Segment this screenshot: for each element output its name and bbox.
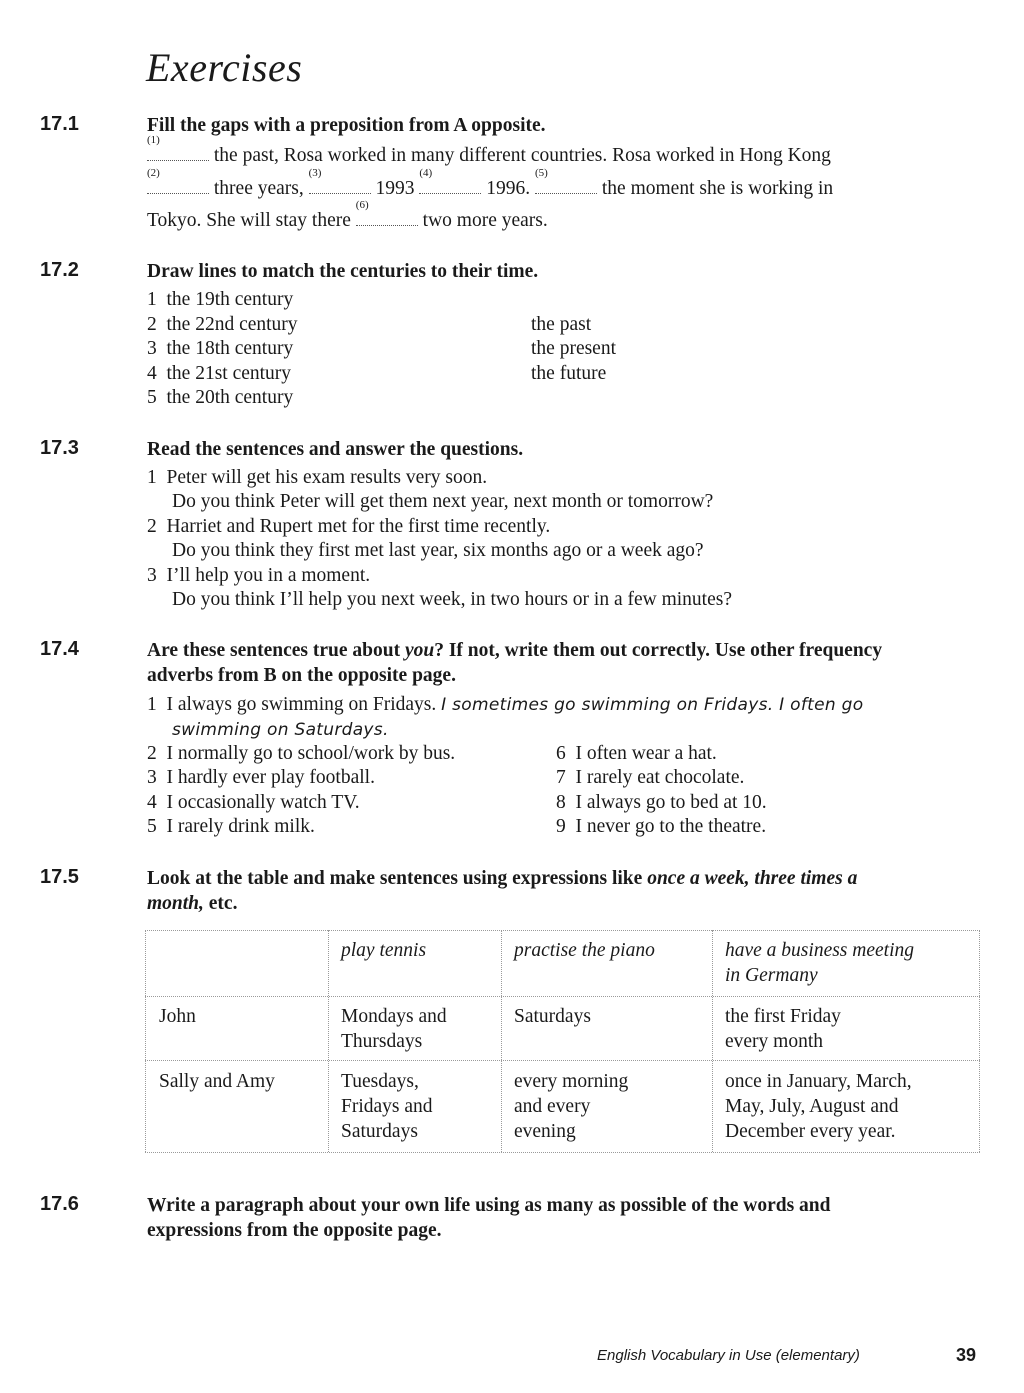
exercise-instruction: Are these sentences true about you? If not, write them out correctly. Use other frequency adverbs from B on the opposite page. xyxy=(147,640,883,686)
table-cell: Saturdays xyxy=(514,1006,591,1027)
question-text: Do you think I’ll help you next week, in two hours or in a few minutes? xyxy=(172,589,732,610)
book-title-footer: English Vocabulary in Use (elementary) xyxy=(597,1347,860,1364)
handwritten-answer: I sometimes go swimming on Fridays. I often go xyxy=(441,695,864,715)
exercise-instruction: Read the sentences and answer the questions. xyxy=(147,439,524,460)
list-item: 1 I always go swimming on Fridays. I sometimes go swimming on Fridays. I often go xyxy=(147,694,864,715)
list-item: 7 I rarely eat chocolate. xyxy=(556,767,745,788)
gap-2[interactable]: (2) xyxy=(147,179,209,194)
table-cell: Mondays and Thursdays xyxy=(341,1006,447,1052)
table-cell: the first Friday every month xyxy=(725,1006,841,1052)
list-item: 9 I never go to the theatre. xyxy=(556,816,767,837)
gap-3[interactable]: (3) xyxy=(309,179,371,194)
table-row-label: Sally and Amy xyxy=(159,1071,275,1092)
exercise-number: 17.1 xyxy=(40,113,79,135)
table-header: have a business meeting in Germany xyxy=(725,940,915,986)
page-number: 39 xyxy=(956,1345,977,1365)
list-item: 1 the 19th century xyxy=(147,289,294,310)
exercise-instruction: Fill the gaps with a preposition from A opposite. xyxy=(147,115,546,136)
table-cell: once in January, March, May, July, August and December every year. xyxy=(725,1071,912,1142)
gap-4[interactable]: (4) xyxy=(419,179,481,194)
match-target: the past xyxy=(531,314,592,335)
table-header: play tennis xyxy=(341,940,427,961)
exercise-number: 17.2 xyxy=(40,259,79,281)
gap-fill-line-3: Tokyo. She will stay there (6) two more years. xyxy=(147,199,548,231)
gap-1[interactable]: (1) xyxy=(147,146,209,161)
exercise-number: 17.4 xyxy=(40,638,79,660)
match-target: the future xyxy=(531,363,607,384)
list-item: 5 the 20th century xyxy=(147,387,294,408)
exercise-number: 17.6 xyxy=(40,1193,79,1215)
list-item: 6 I often wear a hat. xyxy=(556,743,717,764)
list-item: 5 I rarely drink milk. xyxy=(147,816,315,837)
page-title: Exercises xyxy=(146,45,303,90)
exercise-instruction: Write a paragraph about your own life using as many as possible of the words and expressions from the opposite page. xyxy=(147,1195,831,1241)
list-item: 3 I’ll help you in a moment. xyxy=(147,565,371,586)
exercise-number: 17.5 xyxy=(40,866,79,888)
list-item: 8 I always go to bed at 10. xyxy=(556,792,767,813)
list-item: 3 the 18th century xyxy=(147,338,294,359)
list-item: 2 the 22nd century xyxy=(147,314,298,335)
match-target: the present xyxy=(531,338,617,359)
table-cell: every morning and every evening xyxy=(514,1071,629,1142)
table-cell: Tuesdays, Fridays and Saturdays xyxy=(341,1071,433,1142)
list-item: 2 I normally go to school/work by bus. xyxy=(147,743,456,764)
exercise-instruction: Look at the table and make sentences using expressions like once a week, three times a month, etc. xyxy=(147,868,858,914)
question-text: Do you think they first met last year, six months ago or a week ago? xyxy=(172,540,704,561)
list-item: 4 the 21st century xyxy=(147,363,292,384)
exercise-number: 17.3 xyxy=(40,437,79,459)
list-item: 1 Peter will get his exam results very soon. xyxy=(147,467,488,488)
list-item: 3 I hardly ever play football. xyxy=(147,767,375,788)
handwritten-answer: swimming on Saturdays. xyxy=(172,720,389,740)
question-text: Do you think Peter will get them next year, next month or tomorrow? xyxy=(172,491,714,512)
exercise-instruction: Draw lines to match the centuries to their time. xyxy=(147,261,539,282)
list-item: 4 I occasionally watch TV. xyxy=(147,792,360,813)
gap-6[interactable]: (6) xyxy=(356,211,418,226)
table-row-label: John xyxy=(159,1006,196,1027)
gap-5[interactable]: (5) xyxy=(535,179,597,194)
table-header: practise the piano xyxy=(514,940,655,961)
gap-fill-line-1: (1) the past, Rosa worked in many different countries. Rosa worked in Hong Kong xyxy=(147,134,831,166)
list-item: 2 Harriet and Rupert met for the first time recently. xyxy=(147,516,551,537)
frequency-table xyxy=(145,930,980,1152)
gap-fill-line-2: (2) three years, (3) 1993 (4) 1996. (5) the moment she is working in xyxy=(147,167,834,199)
